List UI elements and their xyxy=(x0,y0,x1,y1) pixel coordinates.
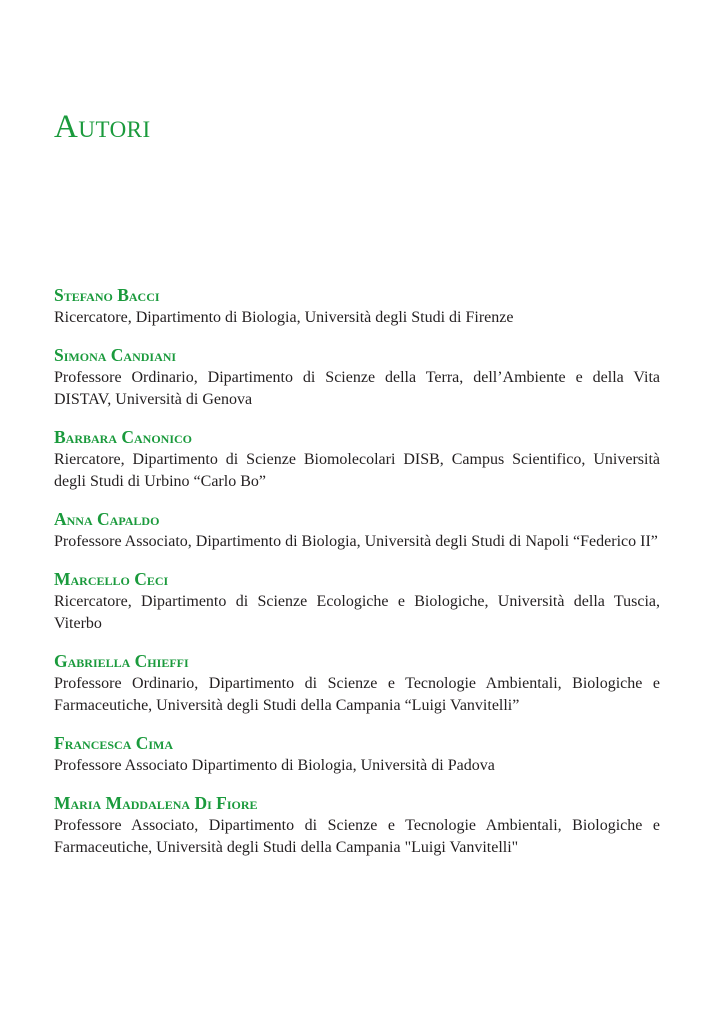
author-affiliation: Professore Associato Dipartimento di Biologia, Università di Padova xyxy=(54,757,495,774)
author-entry xyxy=(54,284,660,329)
author-entry xyxy=(54,792,660,859)
author-entry xyxy=(54,344,660,411)
author-name: Marcello Ceci xyxy=(54,569,169,589)
author-name: Gabriella Chieffi xyxy=(54,651,189,671)
author-affiliation: Riercatore, Dipartimento di Scienze Biomolecolari DISB, Campus Scientifico, Università degli Studi di Urbino “Carlo Bo” xyxy=(54,451,660,490)
page-title: Autori xyxy=(54,109,151,145)
author-name: Maria Maddalena Di Fiore xyxy=(54,793,258,813)
author-name: Simona Candiani xyxy=(54,345,177,365)
author-affiliation: Professore Ordinario, Dipartimento di Scienze della Terra, dell’Ambiente e della Vita DISTAV, Università di Genova xyxy=(54,369,660,408)
document-page xyxy=(54,0,660,1024)
author-list xyxy=(54,284,660,874)
author-entry xyxy=(54,650,660,717)
author-affiliation: Ricercatore, Dipartimento di Scienze Ecologiche e Biologiche, Università della Tuscia, Viterbo xyxy=(54,593,660,632)
author-affiliation: Professore Associato, Dipartimento di Scienze e Tecnologie Ambientali, Biologiche e Farmaceutiche, Università degli Studi della Campania "Luigi Vanvitelli" xyxy=(54,817,660,856)
author-name: Francesca Cima xyxy=(54,733,174,753)
author-entry xyxy=(54,568,660,635)
author-entry xyxy=(54,426,660,493)
author-name: Stefano Bacci xyxy=(54,285,160,305)
author-name: Barbara Canonico xyxy=(54,427,193,447)
author-entry xyxy=(54,508,660,553)
author-affiliation: Ricercatore, Dipartimento di Biologia, Università degli Studi di Firenze xyxy=(54,309,514,326)
author-affiliation: Professore Associato, Dipartimento di Biologia, Università degli Studi di Napoli “Federico II” xyxy=(54,533,658,550)
author-affiliation: Professore Ordinario, Dipartimento di Scienze e Tecnologie Ambientali, Biologiche e Farmaceutiche, Università degli Studi della Campania “Luigi Vanvitelli” xyxy=(54,675,660,714)
author-name: Anna Capaldo xyxy=(54,509,160,529)
author-entry xyxy=(54,732,660,777)
